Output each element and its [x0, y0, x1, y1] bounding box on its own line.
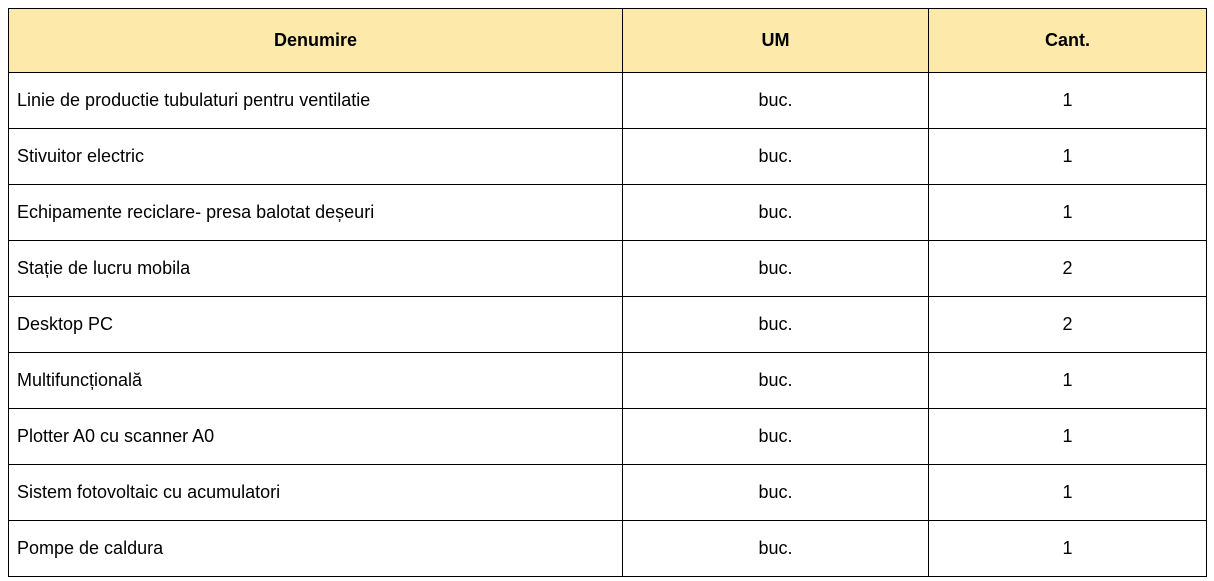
table-header: [9, 9, 1207, 73]
cell-name: Plotter A0 cu scanner A0: [9, 409, 623, 465]
header-name: Denumire: [9, 9, 623, 73]
cell-name: Stație de lucru mobila: [9, 241, 623, 297]
cell-qty: 1: [929, 465, 1207, 521]
cell-qty: 2: [929, 241, 1207, 297]
table-row: [9, 241, 1207, 297]
cell-name: Pompe de caldura: [9, 521, 623, 577]
cell-name: Desktop PC: [9, 297, 623, 353]
cell-um: buc.: [623, 409, 929, 465]
cell-um: buc.: [623, 465, 929, 521]
equipment-table-container: [8, 8, 1206, 577]
table-body: [9, 73, 1207, 577]
cell-um: buc.: [623, 73, 929, 129]
cell-um: buc.: [623, 185, 929, 241]
cell-qty: 1: [929, 409, 1207, 465]
table-row: [9, 297, 1207, 353]
table-row: [9, 465, 1207, 521]
header-row: [9, 9, 1207, 73]
cell-name: Linie de productie tubulaturi pentru ventilatie: [9, 73, 623, 129]
cell-name: Echipamente reciclare- presa balotat deșeuri: [9, 185, 623, 241]
equipment-table: [8, 8, 1207, 577]
header-um: UM: [623, 9, 929, 73]
table-row: [9, 521, 1207, 577]
cell-qty: 1: [929, 521, 1207, 577]
cell-name: Sistem fotovoltaic cu acumulatori: [9, 465, 623, 521]
cell-qty: 1: [929, 353, 1207, 409]
table-row: [9, 185, 1207, 241]
cell-qty: 1: [929, 73, 1207, 129]
table-row: [9, 73, 1207, 129]
cell-qty: 1: [929, 185, 1207, 241]
cell-name: Multifuncțională: [9, 353, 623, 409]
cell-um: buc.: [623, 353, 929, 409]
cell-qty: 2: [929, 297, 1207, 353]
header-qty: Cant.: [929, 9, 1207, 73]
cell-name: Stivuitor electric: [9, 129, 623, 185]
table-row: [9, 409, 1207, 465]
table-row: [9, 353, 1207, 409]
cell-um: buc.: [623, 521, 929, 577]
table-row: [9, 129, 1207, 185]
cell-qty: 1: [929, 129, 1207, 185]
cell-um: buc.: [623, 129, 929, 185]
cell-um: buc.: [623, 297, 929, 353]
cell-um: buc.: [623, 241, 929, 297]
